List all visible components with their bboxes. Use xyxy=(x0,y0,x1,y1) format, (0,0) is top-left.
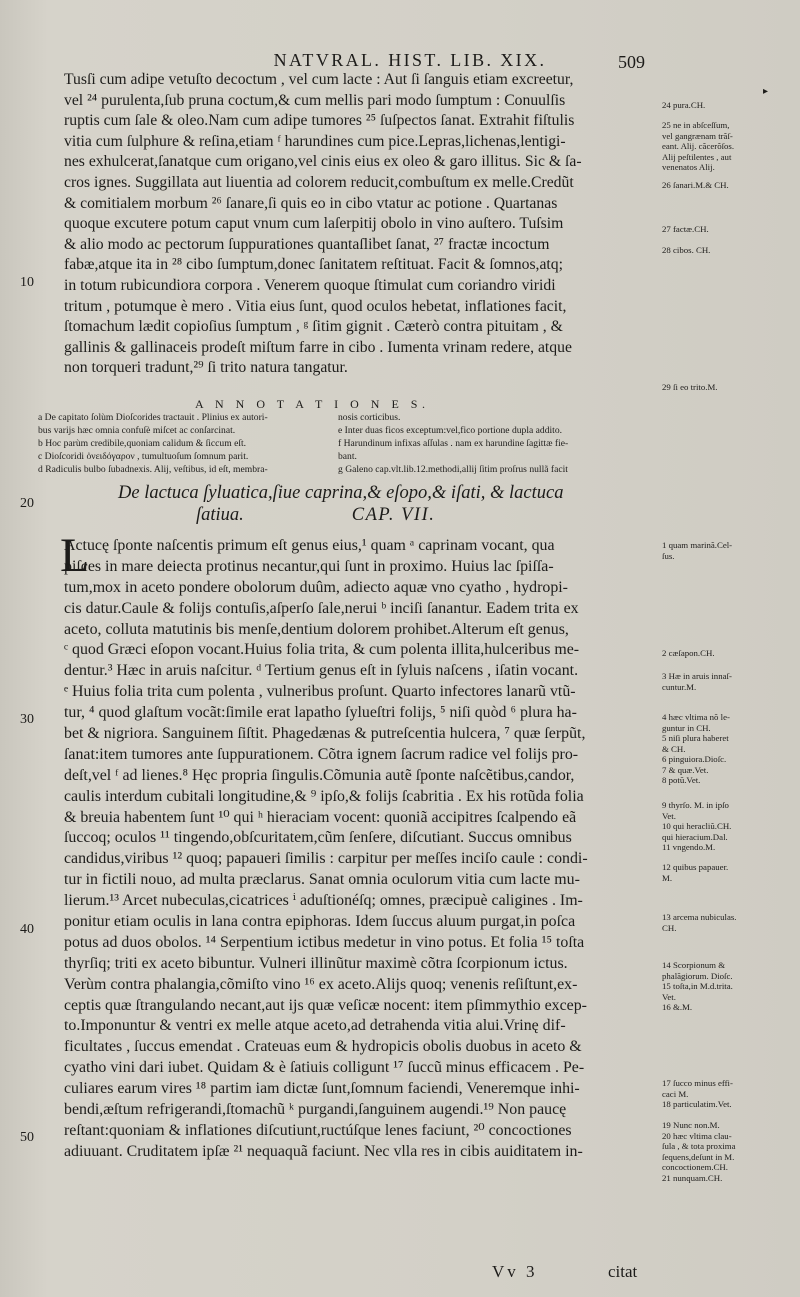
signature-mark: Vv 3 xyxy=(492,1262,538,1281)
margin-note-line: 1 quam marinã.Cel- xyxy=(662,540,733,550)
text-line: caulis interdum cubitali longitudine,& ⁹ ipſo,& folijs ſcabritia . Ex his rotũda folia xyxy=(64,787,584,805)
margin-note-line: phalãgiorum. Dioſc. xyxy=(662,970,733,981)
margin-note-line: 15 toſta,in M.d.trita. xyxy=(662,981,733,991)
annotations-left-column xyxy=(38,411,338,476)
body-text-chapter xyxy=(64,536,654,1163)
text-line: aceto, colluta matutinis bis menſe,dentium dolorem prohibet.Alterum eſt genus, xyxy=(64,620,569,638)
text-line: thyrſiq; triti ex aceto bibuntur. Vulneri illinũtur maximè cõtra ſcorpionum ictus. xyxy=(64,954,568,972)
text-line: ſanat:item tumores ante ſuppurationem. Cõtra ignem ſacrum radice vel folijs pro- xyxy=(64,745,579,763)
margin-note-line: ſus. xyxy=(662,550,675,561)
margin-note-line: 21 nunquam.CH. xyxy=(662,1172,723,1183)
margin-note-line: 7 & quæ.Vet. xyxy=(662,764,709,775)
annotation-line: g Galeno cap.vlt.lib.12.methodi,allij ſitim proſrus nullã facit xyxy=(338,464,568,475)
line-number: 10 xyxy=(20,275,34,290)
margin-note xyxy=(662,671,792,692)
chapter-title-line: De lactuca ſyluatica,ſiue caprina,& eſopo,& iſati, & lactuca xyxy=(118,483,564,503)
text-line: reſtant:quoniam & inflationes diſcutiunt,ructúſque lenes faciunt, ²⁰ concoctiones xyxy=(64,1121,572,1139)
text-line: deſt,vel ᶠ ad lienes.⁸ Hęc propria ſingulis.Cõmunia autẽ ſponte naſcẽtibus,candor, xyxy=(64,766,575,784)
annotation-line: d Radiculis bulbo ſubadnexis. Alij, veſtibus, id eſt, membra- xyxy=(38,464,268,475)
annotation-line: bant. xyxy=(338,451,357,462)
margin-note xyxy=(662,1078,792,1110)
text-line: Actucę ſponte naſcentis primum eſt genus eius,¹ quam ᵃ caprinam vocant, qua xyxy=(64,537,555,554)
margin-note-line: 11 vngendo.M. xyxy=(662,842,716,852)
chapter-title xyxy=(118,482,638,526)
annotation-line: bus varijs hæc omnia confuſè miſcet ac conſarcinat. xyxy=(38,425,236,436)
margin-note-line: Vet. xyxy=(662,810,676,821)
margin-note xyxy=(662,800,792,853)
margin-note-line: 17 ſucco minus effi- xyxy=(662,1078,733,1088)
margin-note-line: venenatos Alij. xyxy=(662,162,715,172)
margin-note-line: 13 arcema nubiculas. xyxy=(662,912,737,922)
margin-note-line: 20 hæc vltima clau- xyxy=(662,1130,732,1141)
text-line: adiuuant. Cruditatem ipſæ ²¹ nequaquã faciunt. Nec vlla res in cibis auiditatem in- xyxy=(64,1142,583,1160)
margin-note-line: qui hieracium.Dal. xyxy=(662,831,728,842)
chapter-title-line: ſatiua. xyxy=(196,505,244,525)
running-title: NATVRAL. HIST. LIB. XIX. xyxy=(273,50,547,70)
chapter-number: CAP. VII. xyxy=(351,505,436,525)
margin-note-line: 27 factæ.CH. xyxy=(662,224,709,234)
text-line: in totum rubicundiora corpora . Venerem quoque ſtimulat cum coriandro viridi xyxy=(64,276,556,294)
text-line: vitia cum ſulphure & reſina,etiam ᶠ harundines cum pice.Lepras,lichenas,lentigi- xyxy=(64,132,566,150)
margin-note-line: 24 pura.CH. xyxy=(662,100,706,110)
text-line: ſuccoq; oculos ¹¹ tingendo,obſcuritatem,cũm ſenſere, diſcutiant. Succus omnibus xyxy=(64,829,572,847)
text-line: quoque excutere potum caput vnum cum laſerpitij obolo in vino auſtero. Tuſsim xyxy=(64,215,564,233)
line-number: 40 xyxy=(20,922,34,937)
text-line: ponitur etiam oculis in lana contra epiphoras. Idem ſuccus aluum purgat,in poſca xyxy=(64,913,576,931)
margin-note-line: 6 pinguiora.Dioſc. xyxy=(662,754,727,764)
margin-note xyxy=(662,382,792,393)
text-line: gallinis & gallinaceis prodeſt miſtum farre in cibo . Iumenta vrinam redere, atque xyxy=(64,338,572,356)
margin-note-line: caci M. xyxy=(662,1088,689,1099)
text-line: Verùm contra phalangia,cõmiſto vino ¹⁶ ex aceto.Alijs quoq; venenis reſiſtunt,ex- xyxy=(64,975,578,993)
margin-note-line: 12 quibus papauer. xyxy=(662,862,729,872)
margin-note-line: 3 Hæ in aruis innaſ- xyxy=(662,671,732,681)
margin-note xyxy=(662,224,792,235)
line-number: 20 xyxy=(20,496,34,511)
margin-note-line: 4 hæc vltima nõ le- xyxy=(662,712,730,722)
margin-note-line: ſula , & tota proxima xyxy=(662,1141,736,1151)
catchword: citat xyxy=(608,1262,638,1281)
text-line: cyatho vini dari iubet. Quidam & è ſatiuis colligunt ¹⁷ ſuccũ minus efficacem . Pe- xyxy=(64,1059,585,1077)
margin-note-line: 8 potũ.Vet. xyxy=(662,775,701,785)
text-line: bet & nigriora. Sanguinem ſiſtit. Phagedænas & putreſcentia hulcera, ⁷ quæ ſerpũt, xyxy=(64,725,586,743)
annotation-line: c Dioſcoridi ὀνειδόγαρον , tumultuoſum ſomnum parit. xyxy=(38,451,249,462)
text-line: candidus,viribus ¹² quoq; papaueri ſimilis : carpitur per meſſes inciſo caule : condi- xyxy=(64,850,588,868)
text-line: dentur.³ Hæc in aruis naſcitur. ᵈ Tertium genus eſt in ſyluis naſcens , iſatin vocant. xyxy=(64,662,579,680)
text-line: & alio modo ac pectorum ſuppurationes quantaſlibet ſanat, ²⁷ fractæ incoctum xyxy=(64,235,550,253)
margin-note-line: 9 thyrſo. M. in ipſo xyxy=(662,800,729,810)
margin-note-line: 19 Nunc non.M. xyxy=(662,1120,720,1130)
text-line: tur, ⁴ quod glaſtum vocãt:ſimile erat lapatho ſylueſtri folijs, ⁵ niſi quòd ⁶ plura ha- xyxy=(64,704,577,722)
margin-note xyxy=(662,712,792,786)
annotation-line: f Harundinum infixas aſſulas . nam ex harundine ſagittæ fie- xyxy=(338,438,569,449)
line-number: 50 xyxy=(20,1130,34,1145)
page-number: 509 xyxy=(618,52,645,72)
text-line: cis datur.Caule & folijs contuſis,aſperſo ſale,nerui ᵇ inciſi ſanantur. Eadem trita ex xyxy=(64,599,579,617)
text-line: ceptis quæ ſtrangulando necant,aut ijs quæ veſicæ nocent: item pſimmythio excep- xyxy=(64,996,587,1014)
margin-note-line: 18 particulatim.Vet. xyxy=(662,1099,732,1109)
margin-note xyxy=(662,120,792,173)
annotation-line: b Hoc parùm credibile,quoniam calidum & ſiccum eſt. xyxy=(38,438,247,449)
margin-note-line: guntur in CH. xyxy=(662,722,711,733)
drop-capital: L xyxy=(60,529,90,582)
margin-note xyxy=(662,648,792,659)
text-line: tur in fictili nouo, ad multa præclarus. Sanat omnia oculorum vitia cum lacte mu- xyxy=(64,871,580,889)
margin-note-line: 5 niſi plura haberet xyxy=(662,733,729,743)
text-line: culiares earum vires ¹⁸ partim iam dictæ ſunt,ſomnum faciendi, Veneremque inhi- xyxy=(64,1080,580,1098)
body-text-top xyxy=(64,70,654,379)
margin-note-line: CH. xyxy=(662,922,677,933)
text-line: to.Imponuntur & ventri ex melle atque aceto,ad detrahenda vitia alui.Vrinę dif- xyxy=(64,1017,566,1035)
text-line: tum,mox in aceto pondere obolorum duûm, adiecto aquæ vno cyatho , hydropi- xyxy=(64,578,568,596)
annotations-heading: A N N O T A T I O N E S. xyxy=(195,397,430,411)
margin-note-line: M. xyxy=(662,872,673,883)
margin-note xyxy=(662,912,792,933)
margin-note xyxy=(662,1120,792,1183)
margin-note-line: vel gangrænam trãſ- xyxy=(662,130,733,141)
margin-note xyxy=(662,540,792,561)
margin-note xyxy=(662,862,792,883)
text-line: & breuia habentem ſunt ¹⁰ qui ʰ hieraciam vocent: quoniã accipitres ſcalpendo eã xyxy=(64,808,577,826)
text-line: Tusſi cum adipe vetuſto decoctum , vel cum lacte : Aut ſi ſanguis etiam excreetur, xyxy=(64,71,574,88)
margin-note-line: Vet. xyxy=(662,991,676,1002)
text-line: cros ignes. Suggillata aut liuentia ad colorem reducit,combuſtum ex melle.Credũt xyxy=(64,173,574,191)
text-line: piſces in mare deiecta protinus necantur,qui ſunt in proximo. Huius lac ſpiſſa- xyxy=(64,557,554,575)
margin-note xyxy=(662,960,792,1013)
margin-note xyxy=(662,100,792,111)
margin-arrow-mark: ▸ xyxy=(763,86,769,97)
text-line: nes exhulcerat,ſanatque cum origano,vel cinis eius ex oleo & garo illitus. Sic & ſa- xyxy=(64,153,582,171)
line-number: 30 xyxy=(20,712,34,727)
margin-note-line: Alij peſtilentes , aut xyxy=(662,151,732,162)
text-line: fabæ,atque ita in ²⁸ cibo ſumptum,donec ſanitatem reſtituat. Facit & ſomnos,atq; xyxy=(64,256,563,274)
margin-note-line: 28 cibos. CH. xyxy=(662,245,711,255)
annotations-block xyxy=(38,411,658,476)
text-line: tritum , potumque è mero . Vitia eius ſunt, quod oculos hebetat, inflationes facit, xyxy=(64,297,567,315)
margin-note xyxy=(662,180,792,191)
annotation-line: a De capitato ſolùm Dioſcorides tractauit . Plinius ex autori- xyxy=(38,412,268,423)
annotations-right-column xyxy=(338,411,658,476)
text-line: non torqueri tradunt,²⁹ ſi trito natura tangatur. xyxy=(64,359,348,377)
margin-note-line: concoctionem.CH. xyxy=(662,1162,728,1172)
margin-note xyxy=(662,245,792,256)
text-line: ᵉ Huius folia trita cum polenta , vulneribus proſunt. Quarto infectores lanarũ vtũ- xyxy=(64,683,576,701)
margin-note-line: ſequens,deſunt in M. xyxy=(662,1151,735,1162)
margin-note-line: 26 ſanari.M.& CH. xyxy=(662,180,729,190)
text-line: & comitialem morbum ²⁶ ſanare,ſi quis eo in cibo vtatur ac potione . Quartanas xyxy=(64,194,558,212)
text-line: ficultates , ſuccus emendat . Crateuas eum & hydropicis obolis duobus in aceto & xyxy=(64,1038,582,1056)
text-line: potus ad duos obolos. ¹⁴ Serpentium ictibus medetur in vino potus. Et folia ¹⁵ toſta xyxy=(64,933,585,951)
annotation-line: e Inter duas ficos exceptum:vel,fico portione dupla addito. xyxy=(338,425,563,436)
margin-note-line: 2 cæſapon.CH. xyxy=(662,648,715,658)
text-line: lierum.¹³ Arcet nubeculas,cicatrices ⁱ aduſtionéſq; omnes, præcipuè caligines . Im- xyxy=(64,892,583,910)
margin-note-line: 14 Scorpionum & xyxy=(662,960,726,970)
margin-note-line: 29 ſi eo trito.M. xyxy=(662,382,718,392)
margin-note-line: 16 &.M. xyxy=(662,1002,693,1012)
margin-note-line: eant. Alij. cãcerõſos. xyxy=(662,141,735,151)
text-line: ſtomachum lædit copioſius ſumptum , ᵍ ſitim gignit . Cæterò contra pituitam , & xyxy=(64,318,563,336)
annotation-line: nosis corticibus. xyxy=(338,412,401,423)
text-line: ruptis cum ſale & oleo.Nam cum adipe tumores ²⁵ ſuſpectos ſanat. Extrahit fiſtulis xyxy=(64,112,575,130)
text-line: ᶜ quod Græci eſopon vocant.Huius folia trita, & cum polenta illita,hulceribus me- xyxy=(64,641,580,659)
margin-note-line: 10 qui heracliũ.CH. xyxy=(662,821,732,831)
margin-note-line: cuntur.M. xyxy=(662,681,697,692)
text-line: bendi,æſtum refrigerandi,ſtomachũ ᵏ purgandi,ſanguinem augendi.¹⁹ Non paucę xyxy=(64,1101,567,1119)
text-line: vel ²⁴ purulenta,ſub pruna coctum,& cum mellis pari modo ſumptum : Conuulſis xyxy=(64,91,566,109)
margin-note-line: 25 ne in abſceſſum, xyxy=(662,120,730,130)
margin-note-line: & CH. xyxy=(662,743,686,754)
